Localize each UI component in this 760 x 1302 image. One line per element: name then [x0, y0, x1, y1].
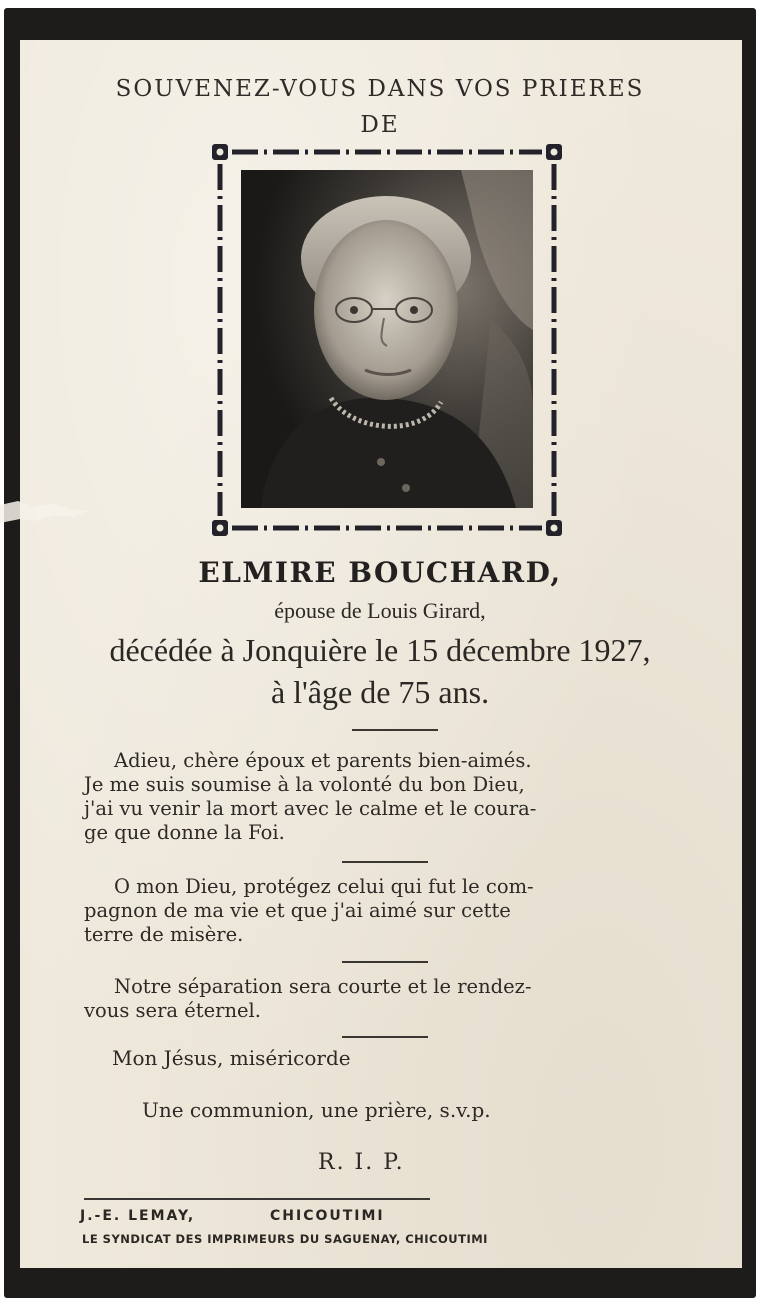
header-line-1: SOUVENEZ-VOUS DANS VOS PRIERES — [115, 76, 645, 102]
paragraph-line: vous sera éternel. — [84, 999, 261, 1022]
paragraph-line: terre de misère. — [84, 923, 244, 946]
printer-city: CHICOUTIMI — [270, 1208, 385, 1224]
paragraph-line: pagnon de ma vie et que j'ai aimé sur cette — [84, 899, 511, 922]
deceased-name: ELMIRE BOUCHARD, — [198, 556, 562, 589]
farewell-paragraph — [84, 749, 690, 845]
paragraph-line: Adieu, chère époux et parents bien-aimés. — [114, 749, 532, 772]
request-line: Une communion, une prière, s.v.p. — [142, 1098, 491, 1122]
age-line: à l'âge de 75 ans. — [270, 674, 490, 710]
death-date-line: décédée à Jonquière le 15 décembre 1927, — [109, 632, 651, 668]
paragraph-line: O mon Dieu, protégez celui qui fut le com- — [114, 875, 534, 898]
printer-syndicate: LE SYNDICAT DES IMPRIMEURS DU SAGUENAY, CHICOUTIMI — [82, 1232, 488, 1246]
footer-rule — [84, 1198, 430, 1200]
separation-paragraph — [84, 975, 690, 1023]
prayer-paragraph — [84, 875, 690, 947]
header-line-2: DE — [360, 112, 400, 138]
paragraph-line: j'ai vu venir la mort avec le calme et le coura- — [84, 797, 537, 820]
divider-3 — [342, 961, 428, 963]
portrait-image — [241, 170, 533, 508]
invocation-line: Mon Jésus, miséricorde — [112, 1046, 351, 1070]
spouse-line: épouse de Louis Girard, — [274, 598, 486, 623]
portrait-photo — [241, 170, 533, 508]
paragraph-line: ge que donne la Foi. — [84, 821, 285, 844]
paragraph-line: Je me suis soumise à la volonté du bon Dieu, — [84, 773, 525, 796]
divider-2 — [342, 861, 428, 863]
printer-name: J.-E. LEMAY, — [80, 1208, 196, 1224]
divider-1 — [352, 729, 438, 731]
paragraph-line: Notre séparation sera courte et le rendez- — [114, 975, 532, 998]
divider-4 — [342, 1036, 428, 1038]
paper-tear — [0, 497, 90, 531]
rip-line: R. I. P. — [318, 1150, 405, 1175]
